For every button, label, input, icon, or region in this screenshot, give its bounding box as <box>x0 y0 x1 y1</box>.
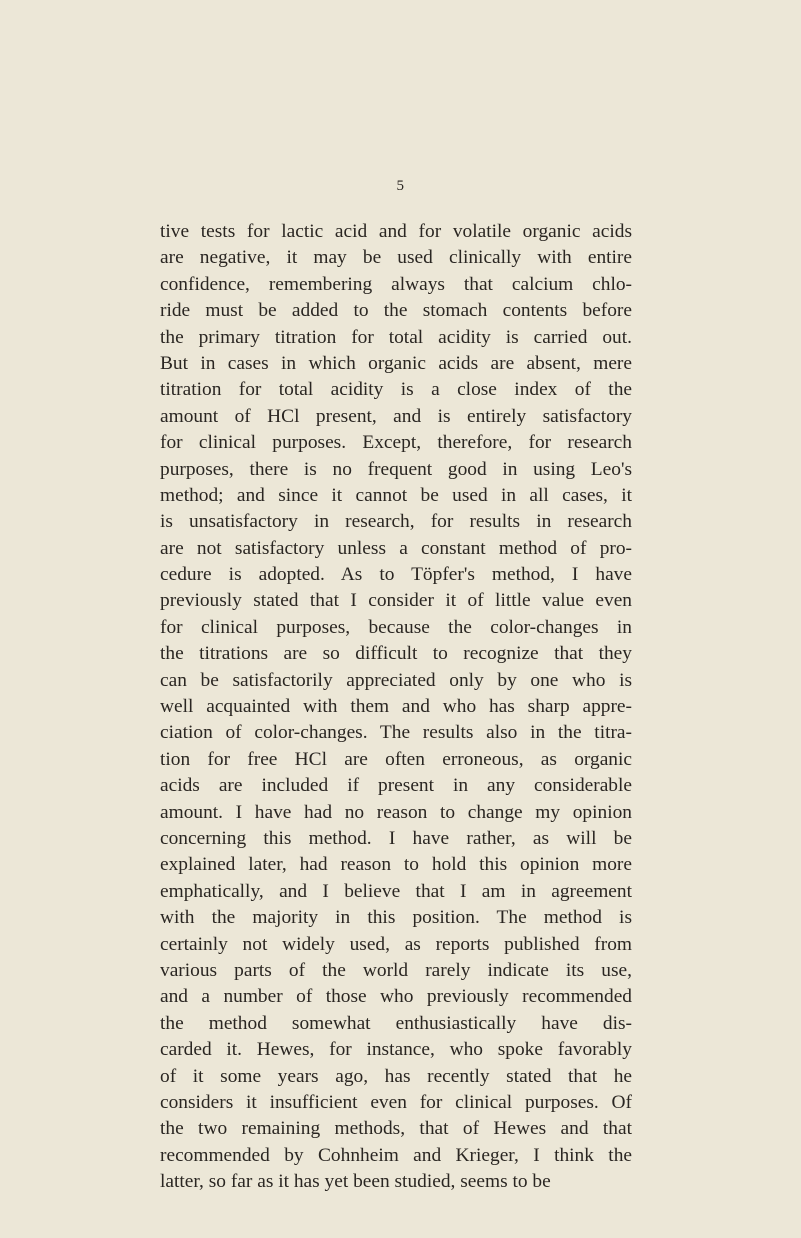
text-line: ciation of color-changes. The results also in the titra- <box>160 722 632 744</box>
text-line: explained later, had reason to hold this opinion more <box>160 854 632 876</box>
text-line: well acquainted with them and who has sharp appre- <box>160 696 632 718</box>
text-line: method; and since it cannot be used in all cases, it <box>160 484 632 506</box>
body-text <box>160 219 632 1195</box>
text-line: ride must be added to the stomach contents before <box>160 300 632 322</box>
text-line: with the majority in this position. The method is <box>160 907 632 929</box>
text-line: various parts of the world rarely indicate its use, <box>160 959 632 981</box>
text-line: for clinical purposes, because the color-changes in <box>160 616 632 638</box>
text-line: of it some years ago, has recently stated that he <box>160 1065 632 1087</box>
text-line: But in cases in which organic acids are absent, mere <box>160 352 632 374</box>
text-line: is unsatisfactory in research, for results in research <box>160 511 632 533</box>
text-line: cedure is adopted. As to Töpfer's method, I have <box>160 564 632 586</box>
text-line: the titrations are so difficult to recognize that they <box>160 643 632 665</box>
text-line: tion for free HCl are often erroneous, as organic <box>160 748 632 770</box>
text-line: previously stated that I consider it of little value even <box>160 590 632 612</box>
text-line: concerning this method. I have rather, as will be <box>160 827 632 849</box>
text-line: recommended by Cohnheim and Krieger, I think the <box>160 1144 632 1166</box>
text-line: tive tests for lactic acid and for volatile organic acids <box>160 221 632 242</box>
text-line: the method somewhat enthusiastically have dis- <box>160 1012 632 1034</box>
text-line: the two remaining methods, that of Hewes and that <box>160 1118 632 1140</box>
text-line: the primary titration for total acidity is carried out. <box>160 326 632 348</box>
text-line: titration for total acidity is a close index of the <box>160 379 632 401</box>
text-line: are negative, it may be used clinically with entire <box>160 247 632 269</box>
text-line: and a number of those who previously recommended <box>160 986 632 1008</box>
text-line: emphatically, and I believe that I am in agreement <box>160 880 632 902</box>
text-line: considers it insufficient even for clinical purposes. Of <box>160 1091 632 1113</box>
text-line: certainly not widely used, as reports published from <box>160 933 632 955</box>
text-line: carded it. Hewes, for instance, who spoke favorably <box>160 1039 632 1061</box>
text-line: are not satisfactory unless a constant method of pro- <box>160 537 632 559</box>
text-line: amount. I have had no reason to change my opinion <box>160 801 632 823</box>
text-line: can be satisfactorily appreciated only by one who is <box>160 669 632 691</box>
page-number: 5 <box>396 178 405 194</box>
text-line: purposes, there is no frequent good in using Leo's <box>160 458 632 480</box>
text-line: confidence, remembering always that calcium chlo- <box>160 273 632 295</box>
text-line: latter, so far as it has yet been studied, seems to be <box>160 1171 551 1193</box>
text-line: acids are included if present in any considerable <box>160 775 632 797</box>
text-line: for clinical purposes. Except, therefore, for research <box>160 432 632 454</box>
text-line: amount of HCl present, and is entirely satisfactory <box>160 405 632 427</box>
